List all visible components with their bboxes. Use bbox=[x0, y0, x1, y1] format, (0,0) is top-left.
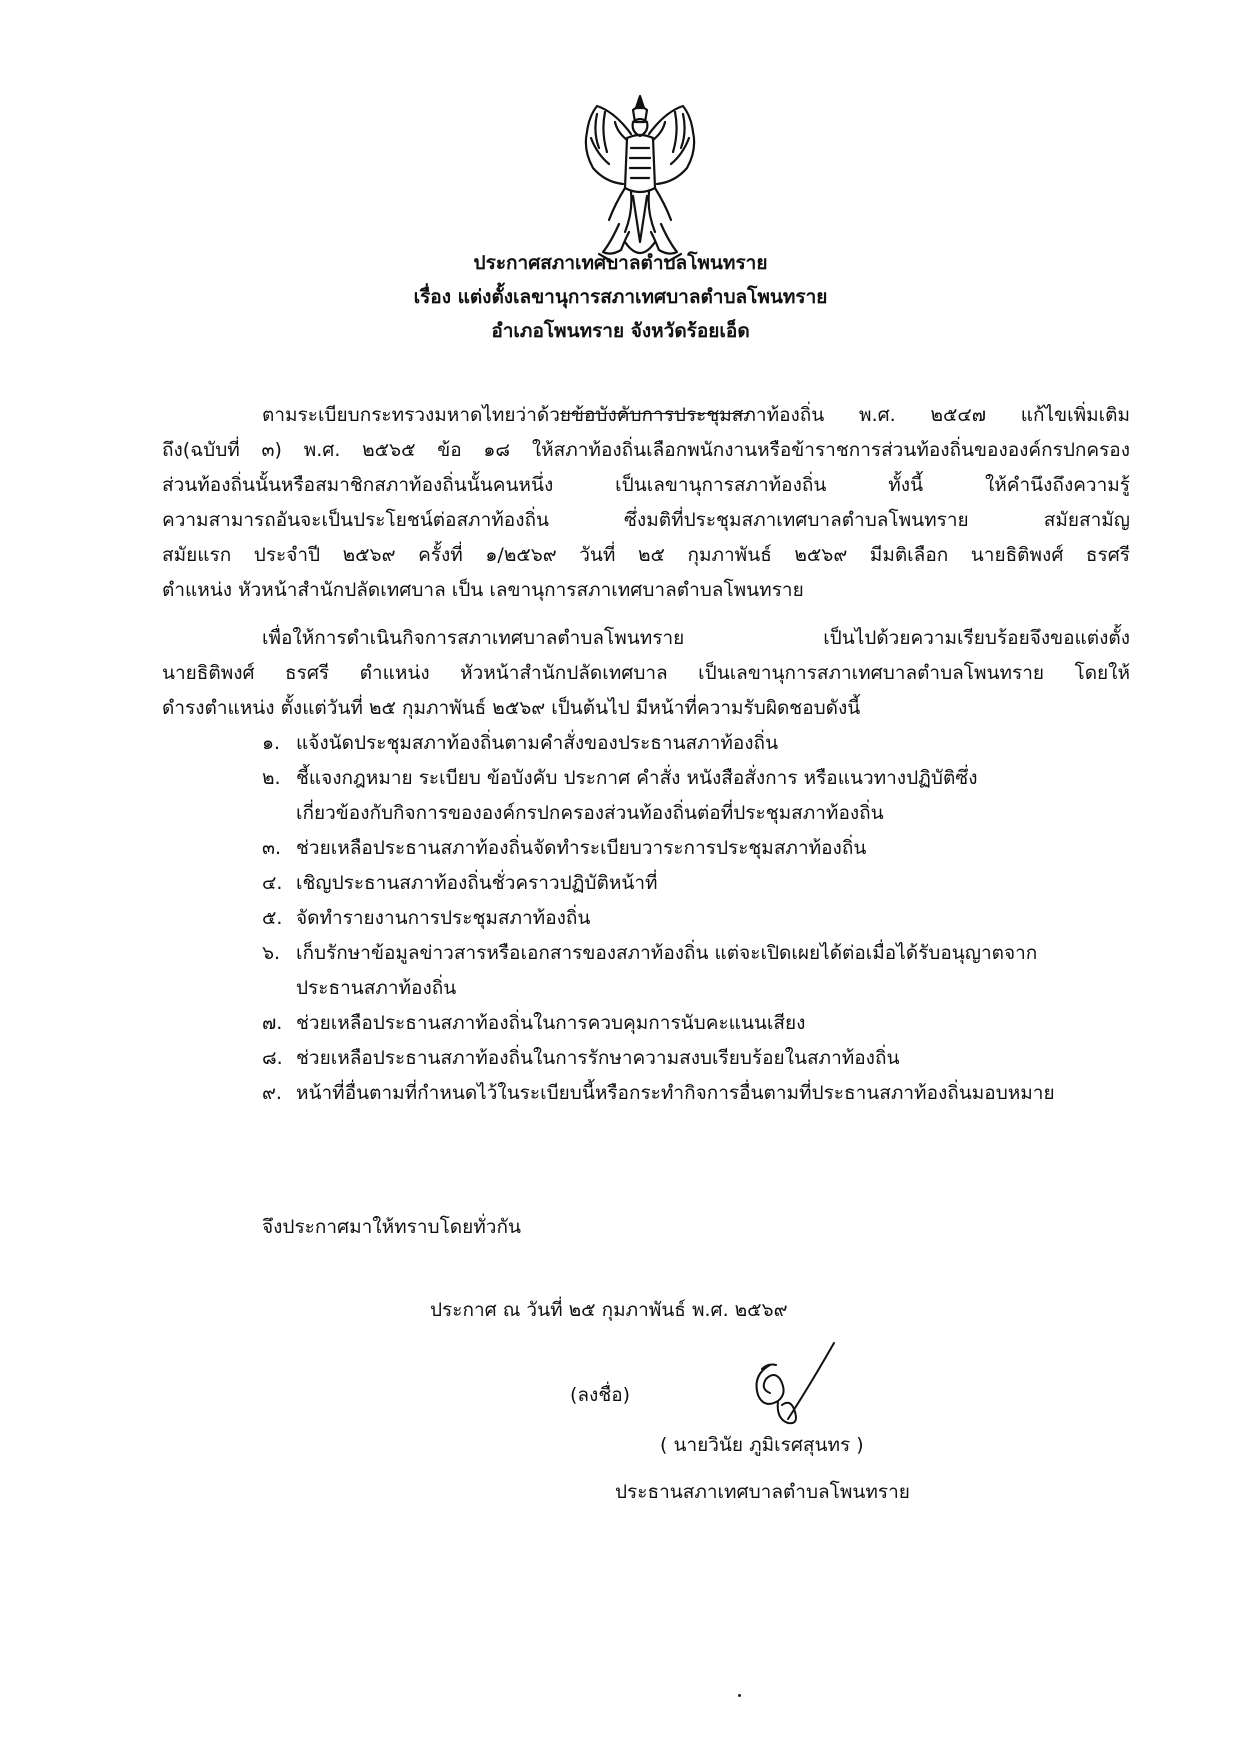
list-item bbox=[262, 866, 1142, 901]
list-item-number: ๔. bbox=[262, 872, 283, 894]
paragraph-line: ตามระเบียบกระทรวงมหาดไทยว่าด้วยข้อบังคับการประชุมสภาท้องถิ่น พ.ศ. ๒๕๔๗ แก้ไขเพิ่มเติม bbox=[262, 404, 1130, 426]
paragraph-1 bbox=[162, 398, 1130, 608]
paragraph-line: ดำรงตำแหน่ง ตั้งแต่วันที่ ๒๕ กุมภาพันธ์ ๒๕๖๙ เป็นต้นไป มีหน้าที่ความรับผิดชอบดังนี้ bbox=[162, 697, 861, 719]
list-item bbox=[262, 936, 1142, 1006]
list-item-text: ประธานสภาท้องถิ่น bbox=[296, 977, 457, 999]
list-item bbox=[262, 901, 1142, 936]
paragraph-line: สมัยแรก ประจำปี ๒๕๖๙ ครั้งที่ ๑/๒๕๖๙ วันที่ ๒๕ กุมภาพันธ์ ๒๕๖๙ มีมติเลือก นายธิติพงศ์ ธรศรี bbox=[162, 544, 1130, 566]
list-item-number: ๘. bbox=[262, 1047, 283, 1069]
garuda-emblem-icon bbox=[575, 92, 705, 268]
paragraph-line: ส่วนท้องถิ่นนั้นหรือสมาชิกสภาท้องถิ่นนั้นคนหนึ่ง เป็นเลขานุการสภาท้องถิ่น ทั้งนี้ ให้คำนึงถึงความรู้ bbox=[162, 474, 1130, 496]
list-item-text: แจ้งนัดประชุมสภาท้องถิ่นตามคำสั่งของประธานสภาท้องถิ่น bbox=[296, 732, 779, 754]
list-item bbox=[262, 1076, 1142, 1111]
list-item-text: เชิญประธานสภาท้องถิ่นชั่วคราวปฏิบัติหน้าที่ bbox=[296, 872, 658, 894]
list-item-text: เกี่ยวข้องกับกิจการขององค์กรปกครองส่วนท้องถิ่นต่อที่ประชุมสภาท้องถิ่น bbox=[296, 802, 884, 824]
list-item bbox=[262, 831, 1142, 866]
list-item-number: ๓. bbox=[262, 837, 282, 859]
signer-name: ( นายวินัย ภูมิเรศสุนทร ) bbox=[660, 1434, 864, 1456]
list-item-text: เก็บรักษาข้อมูลข่าวสารหรือเอกสารของสภาท้องถิ่น แต่จะเปิดเผยได้ต่อเมื่อได้รับอนุญาตจาก bbox=[296, 942, 1038, 964]
scan-speck bbox=[738, 1694, 741, 1697]
list-item bbox=[262, 1006, 1142, 1041]
paragraph-2 bbox=[162, 621, 1130, 726]
list-item-text: หน้าที่อื่นตามที่กำหนดไว้ในระเบียบนี้หรือกระทำกิจการอื่นตามที่ประธานสภาท้องถิ่นมอบหมาย bbox=[296, 1082, 1055, 1104]
list-item-number: ๖. bbox=[262, 942, 281, 964]
list-item-number: ๗. bbox=[262, 1012, 283, 1034]
list-item-number: ๕. bbox=[262, 907, 283, 929]
list-item-text: ชี้แจงกฎหมาย ระเบียบ ข้อบังคับ ประกาศ คำสั่ง หนังสือสั่งการ หรือแนวทางปฏิบัติซึ่ง bbox=[296, 767, 978, 789]
paragraph-line: นายธิติพงศ์ ธรศรี ตำแหน่ง หัวหน้าสำนักปลัดเทศบาล เป็นเลขานุการสภาเทศบาลตำบลโพนทราย โดยให้ bbox=[162, 662, 1130, 684]
duties-list bbox=[262, 726, 1142, 1111]
paragraph-line: เพื่อให้การดำเนินกิจการสภาเทศบาลตำบลโพนทราย เป็นไปด้วยความเรียบร้อยจึงขอแต่งตั้ง bbox=[262, 627, 1130, 649]
header-title: ประกาศสภาเทศบาลตำบลโพนทราย bbox=[473, 252, 768, 274]
paragraph-line: ตำแหน่ง หัวหน้าสำนักปลัดเทศบาล เป็น เลขานุการสภาเทศบาลตำบลโพนทราย bbox=[162, 579, 804, 601]
list-item-number: ๒. bbox=[262, 767, 281, 789]
list-item-text: จัดทำรายงานการประชุมสภาท้องถิ่น bbox=[296, 907, 591, 929]
paragraph-line: ถึง(ฉบับที่ ๓) พ.ศ. ๒๕๖๕ ข้อ ๑๘ ให้สภาท้องถิ่นเลือกพนักงานหรือข้าราชการส่วนท้องถิ่นขององค์กรปกครอง bbox=[162, 439, 1130, 461]
list-item bbox=[262, 761, 1142, 831]
header-subject: เรื่อง แต่งตั้งเลขานุการสภาเทศบาลตำบลโพนทราย bbox=[413, 286, 828, 308]
list-item bbox=[262, 726, 1142, 761]
list-item-number: ๙. bbox=[262, 1082, 282, 1104]
list-item-text: ช่วยเหลือประธานสภาท้องถิ่นในการควบคุมการนับคะแนนเสียง bbox=[296, 1012, 806, 1034]
closing-statement: จึงประกาศมาให้ทราบโดยทั่วกัน bbox=[262, 1216, 521, 1238]
paragraph-line: ความสามารถอันจะเป็นประโยชน์ต่อสภาท้องถิ่น ซึ่งมติที่ประชุมสภาเทศบาลตำบลโพนทราย สมัยสามัญ bbox=[162, 509, 1130, 531]
document-header bbox=[0, 246, 1241, 348]
signature-label: (ลงชื่อ) bbox=[570, 1384, 631, 1406]
signer-position: ประธานสภาเทศบาลตำบลโพนทราย bbox=[615, 1481, 910, 1503]
header-location: อำเภอโพนทราย จังหวัดร้อยเอ็ด bbox=[491, 320, 750, 342]
list-item bbox=[262, 1041, 1142, 1076]
list-item-text: ช่วยเหลือประธานสภาท้องถิ่นในการรักษาความสงบเรียบร้อยในสภาท้องถิ่น bbox=[296, 1047, 900, 1069]
announcement-date: ประกาศ ณ วันที่ ๒๕ กุมภาพันธ์ พ.ศ. ๒๕๖๙ bbox=[430, 1299, 788, 1321]
list-item-text: ช่วยเหลือประธานสภาท้องถิ่นจัดทำระเบียบวาระการประชุมสภาท้องถิ่น bbox=[296, 837, 867, 859]
list-item-number: ๑. bbox=[262, 732, 281, 754]
